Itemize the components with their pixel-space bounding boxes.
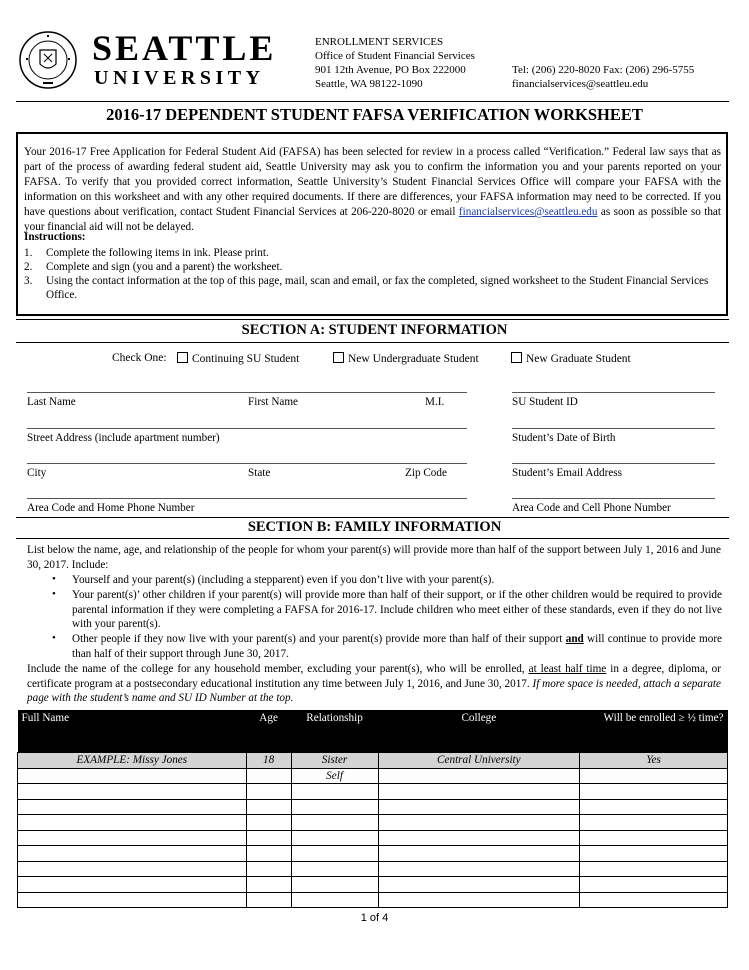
section-b-heading: SECTION B: FAMILY INFORMATION <box>247 519 502 535</box>
cell[interactable] <box>580 877 728 893</box>
cell[interactable] <box>378 784 580 800</box>
street-field[interactable] <box>27 428 467 429</box>
cell[interactable] <box>18 784 247 800</box>
cell[interactable] <box>18 892 247 908</box>
option-label: New Undergraduate Student <box>348 353 479 365</box>
option-new-grad[interactable] <box>511 352 631 365</box>
table-row[interactable] <box>18 784 728 800</box>
cell[interactable] <box>378 768 580 784</box>
option-continuing[interactable] <box>177 352 299 365</box>
table-row[interactable] <box>18 768 728 784</box>
section-a-rule-bottom <box>16 342 729 343</box>
bullet-item: Yourself and your parent(s) (including a stepparent) even if you don’t live with your parent(s). <box>72 574 495 586</box>
cell[interactable] <box>291 861 378 877</box>
cell[interactable] <box>580 784 728 800</box>
dob-label: Student’s Date of Birth <box>512 432 616 444</box>
cell[interactable] <box>291 830 378 846</box>
instruction-num: 3. <box>24 275 33 287</box>
cell[interactable] <box>18 768 247 784</box>
cell[interactable] <box>246 846 291 862</box>
cell[interactable] <box>246 877 291 893</box>
col-age: Age <box>246 710 291 753</box>
cell[interactable] <box>18 799 247 815</box>
office-address <box>315 35 475 91</box>
checkbox[interactable] <box>333 352 344 363</box>
cell[interactable] <box>246 892 291 908</box>
intro-text-end: as soon as possible so that your financial aid will not be delayed. <box>24 206 721 233</box>
college-text-2: in a degree, diploma, or certificate program at a postsecondary educational institution any time between July 1, 2016, and June 30, 2017. <box>27 663 721 690</box>
cell: EXAMPLE: Missy Jones <box>18 753 247 769</box>
family-table <box>17 710 728 908</box>
bullet-text: Other people if they now live with your parent(s) and your parent(s) provide more than half of their support <box>72 633 566 645</box>
bullet-marker: • <box>52 588 56 600</box>
bullet-text-end: will continue to provide more than half of their support through June 30, 2017. <box>72 633 723 660</box>
cell-self: Self <box>291 768 378 784</box>
table-row[interactable] <box>18 892 728 908</box>
office-line: ENROLLMENT SERVICES <box>315 36 444 48</box>
table-header-row <box>18 710 728 753</box>
cell[interactable] <box>291 799 378 815</box>
cell: Yes <box>580 753 728 769</box>
instruction-num: 2. <box>24 261 33 273</box>
email-label: Student’s Email Address <box>512 467 623 479</box>
cell[interactable] <box>246 815 291 831</box>
street-label: Street Address (include apartment number) <box>27 432 220 444</box>
email-link[interactable]: financialservices@seattleu.edu <box>458 206 598 218</box>
cell[interactable] <box>378 830 580 846</box>
cell[interactable] <box>580 861 728 877</box>
header-rule <box>16 101 729 102</box>
intro-text: Your 2016-17 Free Application for Federal Student Aid (FAFSA) has been selected for review in a process called “Verification.” Federal law says that as part of the process of awarding federal student aid, Seattle University may ask you to confirm the information you and your parents reported on your FAFSA. To verify that you provided correct information, Seattle University’s Student Financial Services Office will compare your FAFSA with the information on this worksheet and with any other required documents. If there are differences, your FAFSA information may need to be corrected. If you have questions about verification, contact Student Financial Services at 206-220-8020 or email <box>24 146 721 218</box>
dob-field[interactable] <box>512 428 715 429</box>
family-intro: List below the name, age, and relationship of the people for whom your parent(s) will provide more than half of the support between July 1, 2016 and June 30, 2017. Include: <box>27 544 721 571</box>
su-id-field[interactable] <box>512 392 715 393</box>
check-one-label: Check One: <box>112 352 167 364</box>
cell[interactable] <box>378 877 580 893</box>
col-full-name: Full Name <box>18 710 247 753</box>
cell[interactable] <box>378 892 580 908</box>
instruction-num: 1. <box>24 247 33 259</box>
email-field[interactable] <box>512 463 715 464</box>
section-b-rule-top <box>16 517 729 518</box>
cell[interactable] <box>291 877 378 893</box>
table-row[interactable] <box>18 830 728 846</box>
col-enrolled: Will be enrolled ≥ ½ time? <box>580 710 728 753</box>
table-row-example <box>18 753 728 769</box>
first-name-label: First Name <box>248 396 299 408</box>
logo-seattle: SEATTLE <box>92 28 277 68</box>
city-label: City <box>27 467 47 479</box>
instruction-item <box>24 246 721 260</box>
col-relationship: Relationship <box>291 710 378 753</box>
office-line: 901 12th Avenue, PO Box 222000 <box>315 64 466 76</box>
office-contact <box>512 63 694 91</box>
cell[interactable] <box>580 892 728 908</box>
city-state-zip-field[interactable] <box>27 463 467 464</box>
checkbox[interactable] <box>177 352 188 363</box>
instruction-item <box>24 260 721 274</box>
cell[interactable] <box>291 892 378 908</box>
contact-phone-fax: Tel: (206) 220-8020 Fax: (206) 296-5755 <box>512 64 695 76</box>
university-seal-icon <box>18 30 78 90</box>
cell[interactable] <box>246 830 291 846</box>
college-emphasis: at least half time <box>528 663 607 675</box>
college-text: Include the name of the college for any household member, excluding your parent(s), who will be enrolled, <box>27 663 529 675</box>
table-row[interactable] <box>18 846 728 862</box>
cell[interactable] <box>246 861 291 877</box>
cell: 18 <box>246 753 291 769</box>
cell-phone-field[interactable] <box>512 498 715 499</box>
cell[interactable] <box>18 830 247 846</box>
section-a-heading: SECTION A: STUDENT INFORMATION <box>241 322 508 338</box>
name-field[interactable] <box>27 392 467 393</box>
cell[interactable] <box>580 830 728 846</box>
cell[interactable] <box>378 815 580 831</box>
contact-email: financialservices@seattleu.edu <box>512 78 649 90</box>
cell: Central University <box>378 753 580 769</box>
last-name-label: Last Name <box>27 396 76 408</box>
cell[interactable] <box>18 815 247 831</box>
instruction-text: Complete the following items in ink. Please print. <box>46 247 269 259</box>
section-a-rule-top <box>16 319 729 320</box>
instruction-text: Complete and sign (you and a parent) the worksheet. <box>46 261 283 273</box>
cell[interactable] <box>580 846 728 862</box>
cell[interactable] <box>580 768 728 784</box>
instructions-list <box>24 246 721 302</box>
cell[interactable] <box>580 799 728 815</box>
intro-paragraph <box>24 145 721 235</box>
office-line: Office of Student Financial Services <box>315 50 475 62</box>
home-phone-label: Area Code and Home Phone Number <box>27 502 195 514</box>
su-id-label: SU Student ID <box>512 396 578 408</box>
bullet-item <box>72 632 722 661</box>
option-label: New Graduate Student <box>526 353 631 365</box>
section-b-rule-bottom <box>16 538 729 539</box>
instruction-text: Using the contact information at the top of this page, mail, scan and email, or fax the completed, signed worksheet to the Student Financial Services Office. <box>46 275 709 301</box>
option-new-undergrad[interactable] <box>333 352 479 365</box>
bullet-marker: • <box>52 632 56 644</box>
table-row[interactable] <box>18 861 728 877</box>
college-instructions <box>27 662 721 706</box>
cell[interactable] <box>246 768 291 784</box>
state-label: State <box>248 467 271 479</box>
cell[interactable] <box>378 799 580 815</box>
cell[interactable] <box>18 877 247 893</box>
cell[interactable] <box>378 861 580 877</box>
cell[interactable] <box>18 861 247 877</box>
cell[interactable] <box>580 815 728 831</box>
logo-university: UNIVERSITY <box>94 67 265 89</box>
mi-label: M.I. <box>425 396 445 408</box>
table-row[interactable] <box>18 815 728 831</box>
cell[interactable] <box>246 799 291 815</box>
cell[interactable] <box>291 846 378 862</box>
cell[interactable] <box>18 846 247 862</box>
page-number: 1 of 4 <box>360 912 389 924</box>
cell[interactable] <box>246 784 291 800</box>
checkbox[interactable] <box>511 352 522 363</box>
cell[interactable] <box>291 815 378 831</box>
office-line: Seattle, WA 98122-1090 <box>315 78 423 90</box>
instructions-heading: Instructions: <box>24 231 86 243</box>
instruction-item <box>24 274 721 302</box>
cell: Sister <box>291 753 378 769</box>
table-row[interactable] <box>18 799 728 815</box>
zip-label: Zip Code <box>405 467 447 479</box>
home-phone-field[interactable] <box>27 498 467 499</box>
page-title: 2016-17 DEPENDENT STUDENT FAFSA VERIFICATION WORKSHEET <box>106 105 643 124</box>
option-label: Continuing SU Student <box>192 353 300 365</box>
cell[interactable] <box>291 784 378 800</box>
bullet-item: Your parent(s)’ other children if your parent(s) will provide more than half of their support, or if the other children would be required to provide parental information if they were completing a FAFSA for 2016-17. Include children who meet either of these standards, even if they do not live with your parent(s). <box>72 589 722 630</box>
college-note: If more space is needed, attach a separate page with the student’s name and SU ID Number at the top. <box>27 677 721 704</box>
table-row[interactable] <box>18 877 728 893</box>
bullet-emphasis: and <box>565 633 584 645</box>
cell-phone-label: Area Code and Cell Phone Number <box>512 502 671 514</box>
bullet-marker: • <box>52 573 56 585</box>
col-college: College <box>378 710 580 753</box>
cell[interactable] <box>378 846 580 862</box>
